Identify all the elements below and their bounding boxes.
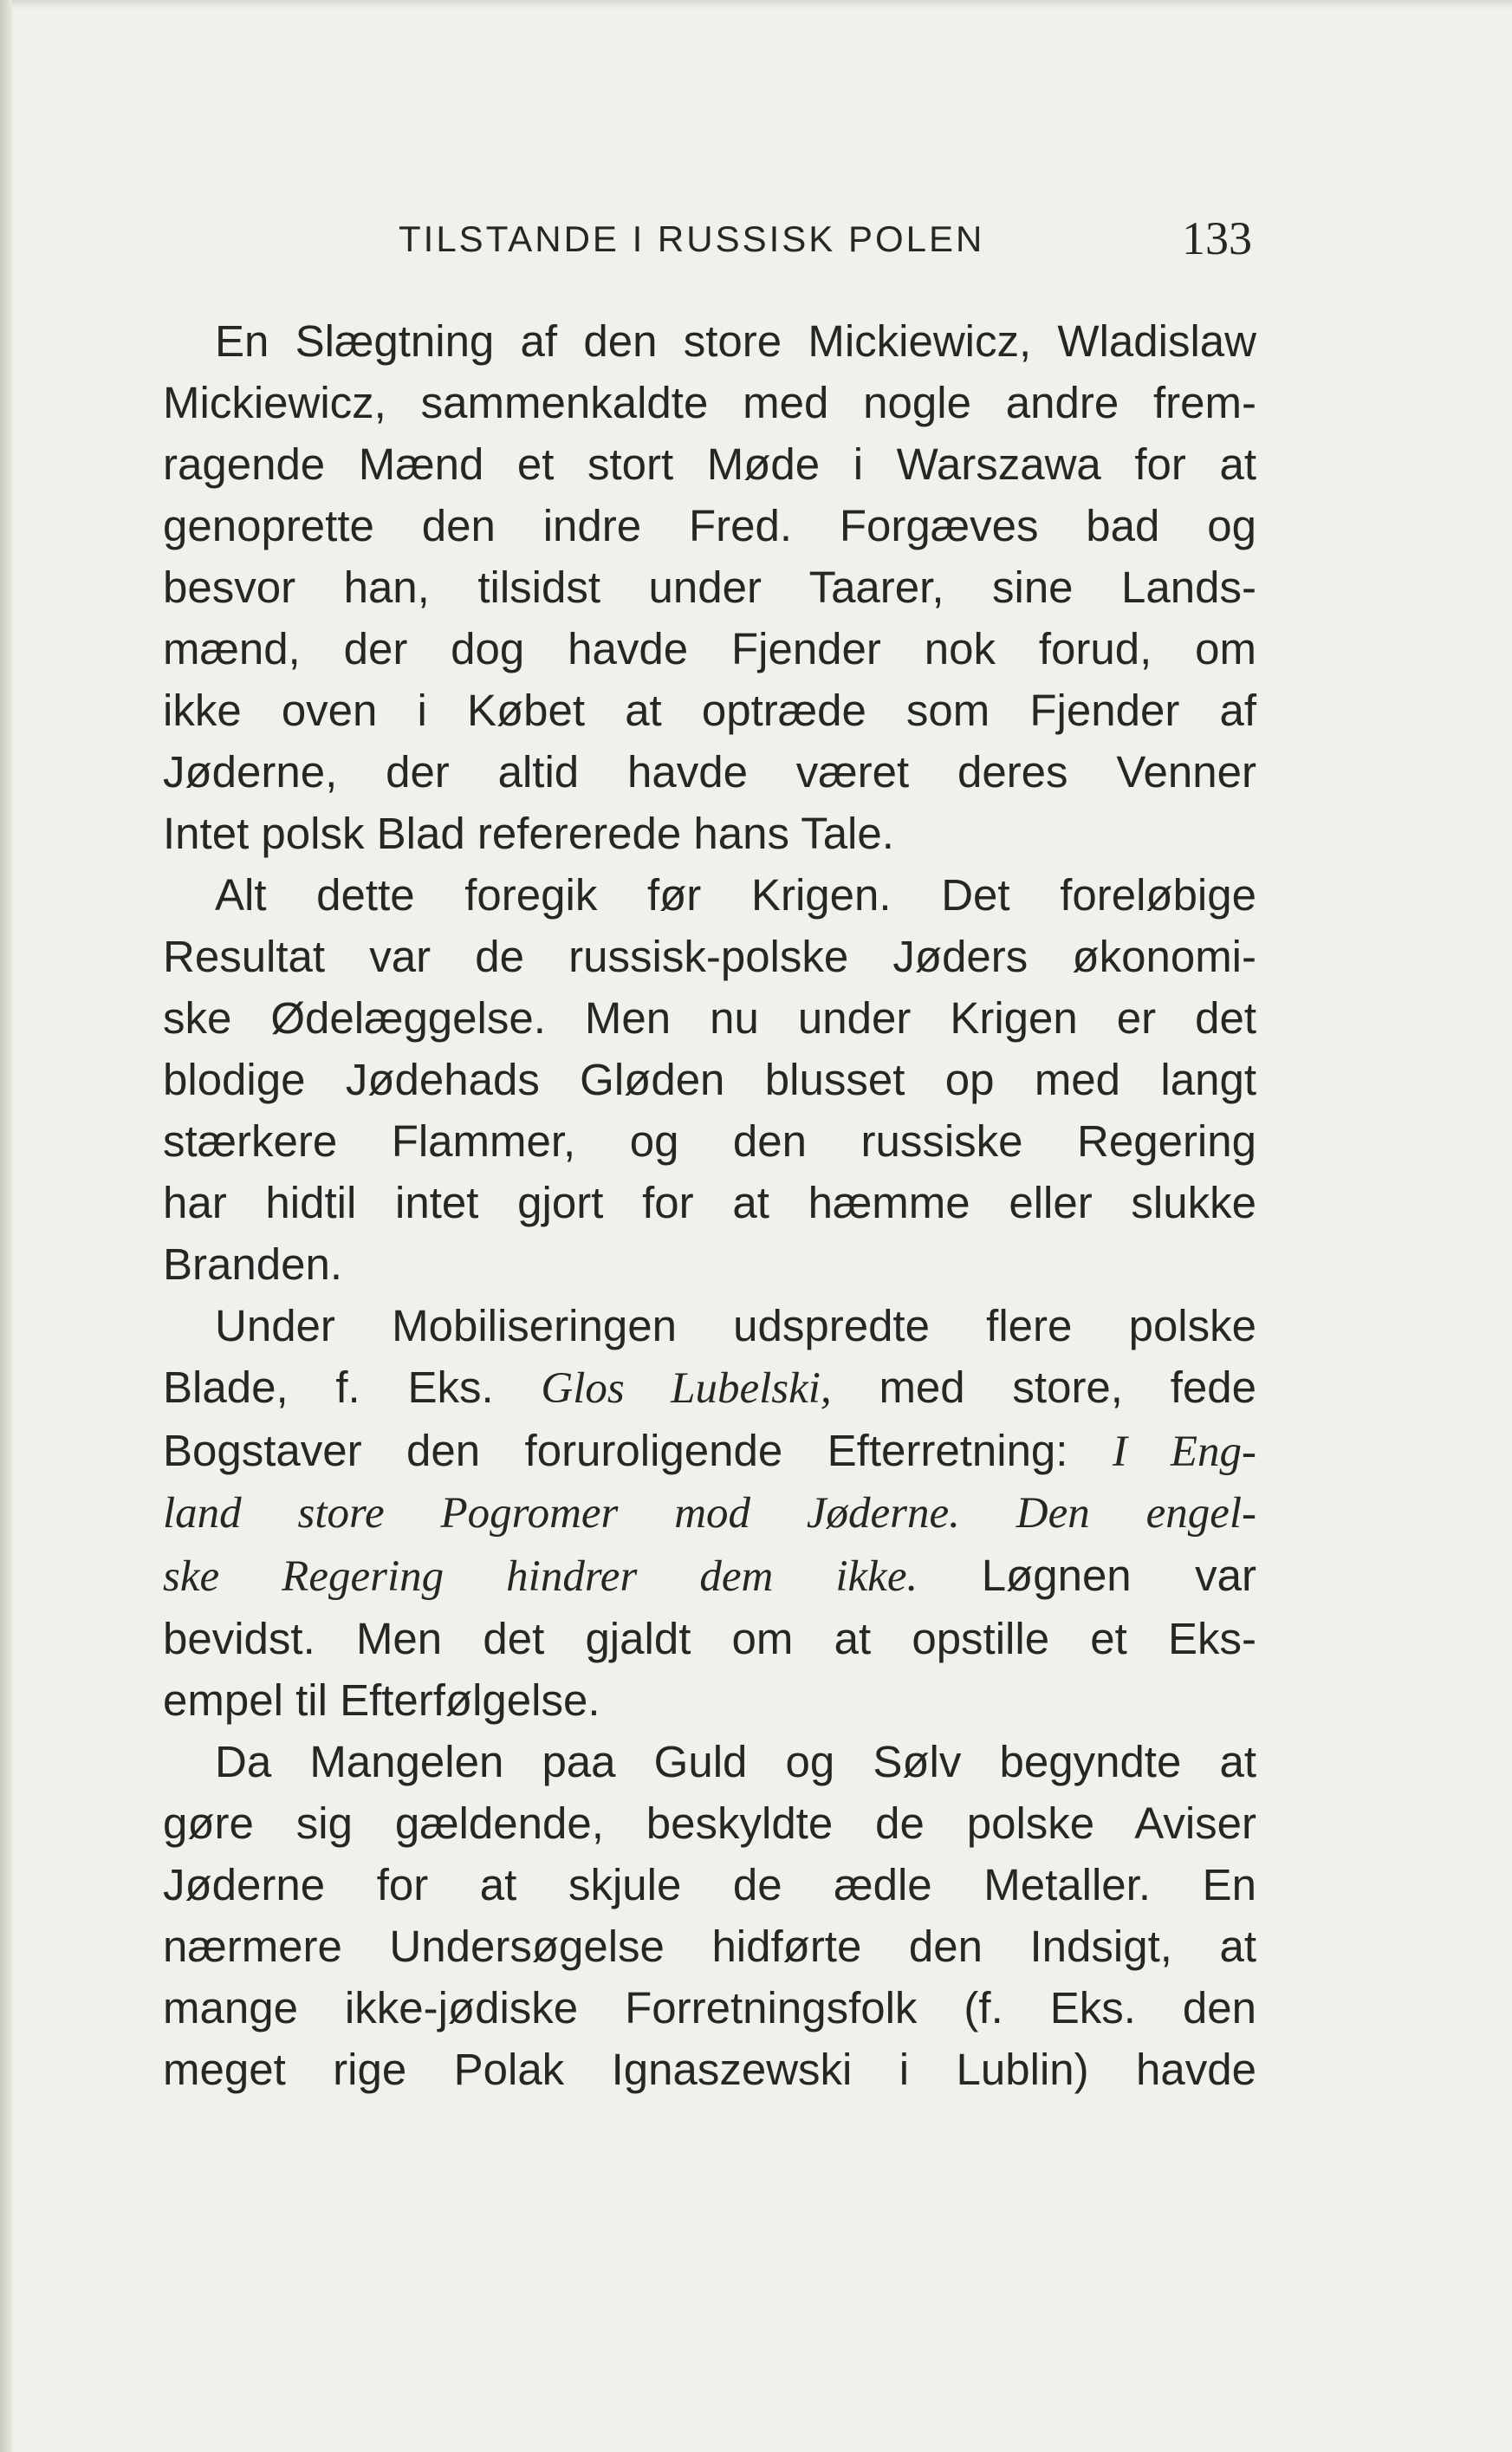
text-line: ske Ødelæggelse. Men nu under Krigen er det <box>163 993 1256 1043</box>
text-line: mange ikke-jødiske Forretningsfolk (f. Eks. den <box>163 1983 1256 2032</box>
text-run: Blade, f. Eks. <box>163 1363 542 1412</box>
text-line <box>163 1420 1256 1483</box>
text-line: Da Mangelen paa Guld og Sølv begyndte at <box>215 1737 1256 1786</box>
text-line <box>163 1356 1256 1420</box>
text-line: stærkere Flammer, og den russiske Regering <box>163 1116 1256 1166</box>
text-line: ragende Mænd et stort Møde i Warszawa for at <box>163 439 1256 489</box>
text-run: Løgnen var <box>918 1551 1256 1600</box>
text-line <box>163 1545 1256 1608</box>
text-line: meget rige Polak Ignaszewski i Lublin) havde <box>163 2045 1256 2094</box>
paragraph-2 <box>163 864 1256 1295</box>
text-line: empel til Efterfølgelse. <box>163 1675 600 1725</box>
italic-quote: I Eng- <box>1112 1428 1256 1476</box>
running-head: TILSTANDE I RUSSISK POLEN <box>399 218 985 259</box>
text-run: Bogstaver den foruroligende Efterretning: <box>163 1426 1113 1475</box>
text-line: Branden. <box>163 1239 342 1289</box>
italic-quote: ske Regering hindrer dem ikke. <box>163 1552 918 1601</box>
text-line: har hidtil intet gjort for at hæmme eller slukke <box>163 1178 1256 1227</box>
text-line: Mickiewicz, sammenkaldte med nogle andre frem- <box>163 378 1256 427</box>
text-line: Alt dette foregik før Krigen. Det foreløbige <box>215 870 1256 920</box>
page-binding-edge <box>0 0 12 2452</box>
text-line: genoprette den indre Fred. Forgæves bad og <box>163 501 1256 550</box>
text-line: En Slægtning af den store Mickiewicz, Wladislaw <box>215 316 1256 366</box>
italic-quote-line: land store Pogromer mod Jøderne. Den engel- <box>163 1489 1256 1538</box>
body-text <box>163 310 1256 2100</box>
text-line: besvor han, tilsidst under Taarer, sine Lands- <box>163 563 1256 612</box>
paragraph-1 <box>163 310 1256 864</box>
text-line: bevidst. Men det gjaldt om at opstille et Eks- <box>163 1614 1256 1663</box>
text-line: Resultat var de russisk-polske Jøders økonomi- <box>163 932 1256 981</box>
page-top-edge <box>12 0 1512 9</box>
paragraph-4 <box>163 1731 1256 2100</box>
text-run: med store, fede <box>831 1363 1256 1412</box>
text-line: nærmere Undersøgelse hidførte den Indsigt, at <box>163 1922 1256 1971</box>
page-number: 133 <box>1182 212 1252 264</box>
text-line: Jøderne for at skjule de ædle Metaller. En <box>163 1860 1256 1909</box>
text-line: Under Mobiliseringen udspredte flere polske <box>215 1301 1256 1350</box>
text-line: gøre sig gældende, beskyldte de polske Aviser <box>163 1798 1256 1848</box>
text-line: Jøderne, der altid havde været deres Venner <box>163 747 1256 797</box>
paragraph-3 <box>163 1295 1256 1731</box>
text-line: ikke oven i Købet at optræde som Fjender af <box>163 686 1256 735</box>
text-line: blodige Jødehads Gløden blusset op med langt <box>163 1055 1256 1104</box>
newspaper-title: Glos Lubelski, <box>541 1364 832 1413</box>
text-line: mænd, der dog havde Fjender nok forud, om <box>163 624 1256 673</box>
text-line: Intet polsk Blad refererede hans Tale. <box>163 809 894 858</box>
